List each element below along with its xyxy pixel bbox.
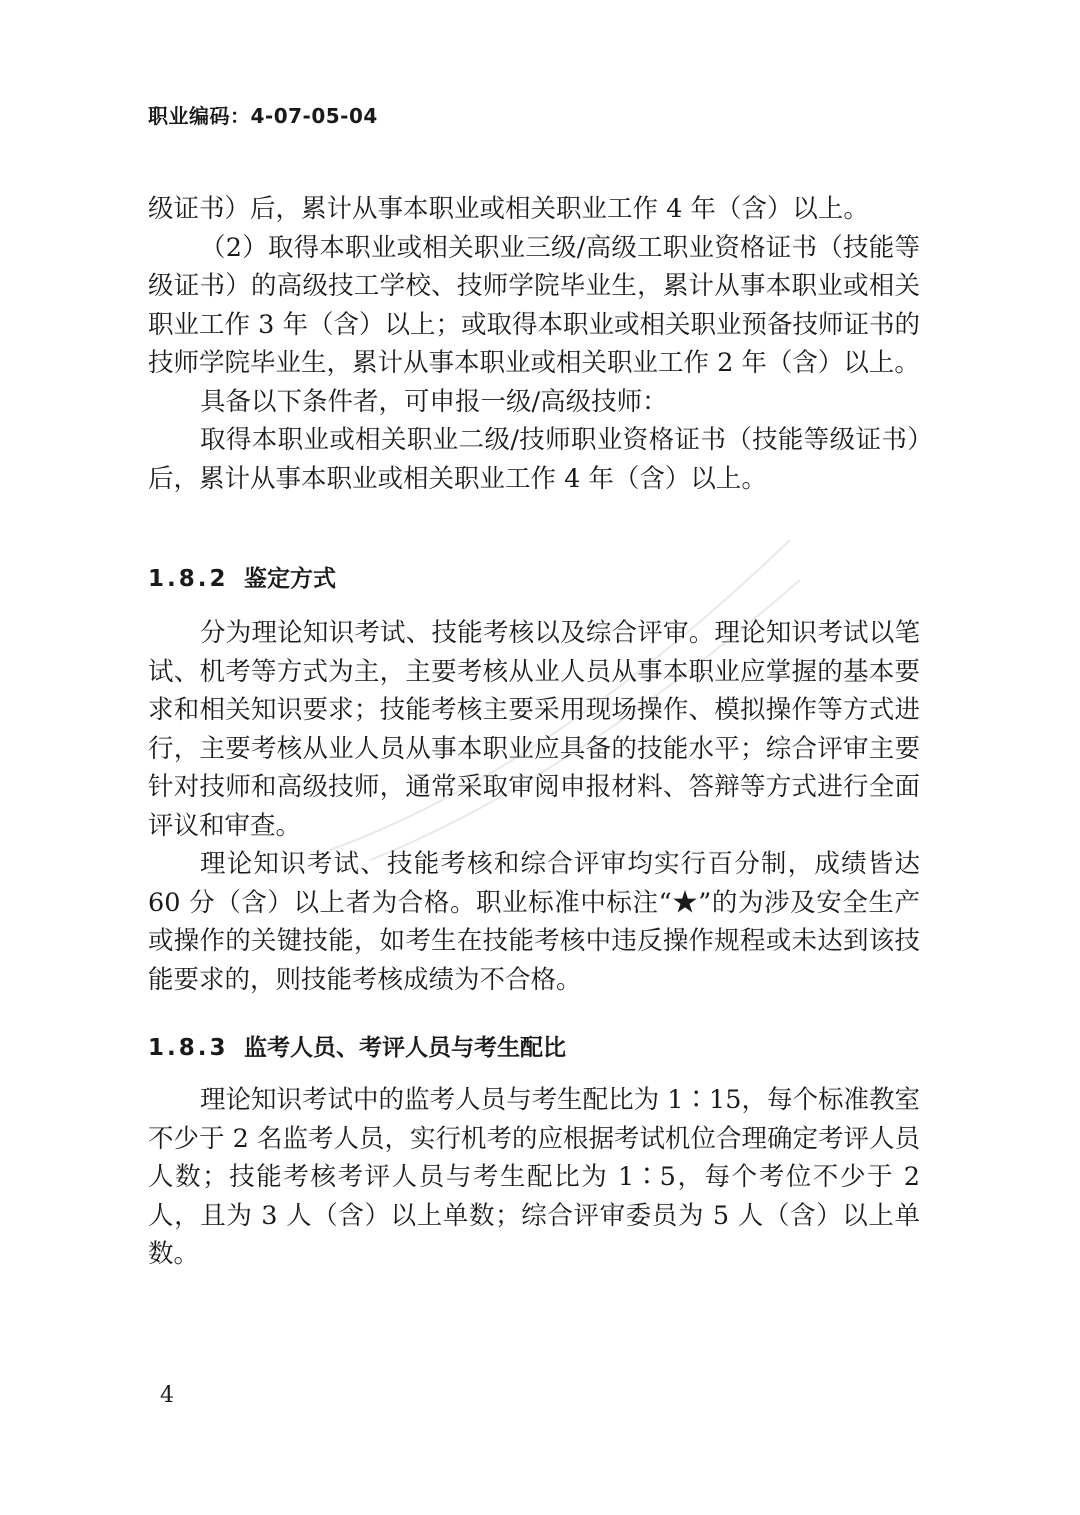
- section-title: 鉴定方式: [244, 566, 336, 592]
- paragraph: 具备以下条件者，可申报一级/高级技师：: [200, 386, 668, 417]
- paragraph: 理论知识考试中的监考人员与考生配比为 1∶15，每个标准教室不少于 2 名监考人员，实行机考的应根据考试机位合理确定考评人员人数；技能考核考评人员与考生配比为 1∶5，每个考位不少于 2 人，且为 3 人（含）以上单数；综合评审委员为 5 人（含）以上单数。: [148, 1085, 920, 1269]
- section-181-continued: [148, 190, 920, 498]
- paragraph: 级证书）后，累计从事本职业或相关职业工作 4 年（含）以上。: [148, 194, 869, 224]
- occupation-code-header: 职业编码：4-07-05-04: [148, 104, 378, 128]
- paragraph: 理论知识考试、技能考核和综合评审均实行百分制，成绩皆达 60 分（含）以上者为合格。职业标准中标注“★”的为涉及安全生产或操作的关键技能，如考生在技能考核中违反操作规程或未达到该技能要求的，则技能考核成绩为不合格。: [148, 849, 920, 995]
- section-heading-1-8-3: [148, 1033, 566, 1063]
- section-title: 监考人员、考评人员与考生配比: [244, 1035, 566, 1061]
- section-number: 1.8.3: [148, 1035, 229, 1061]
- section-183-body: [148, 1081, 920, 1274]
- page-number: 4: [160, 1383, 174, 1408]
- paragraph: （2）取得本职业或相关职业三级/高级工职业资格证书（技能等级证书）的高级技工学校、技师学院毕业生，累计从事本职业或相关职业工作 3 年（含）以上；或取得本职业或相关职业预备技师证书的技师学院毕业生，累计从事本职业或相关职业工作 2 年（含）以上。: [148, 232, 920, 378]
- section-182-body: [148, 614, 920, 999]
- section-heading-1-8-2: [148, 564, 336, 594]
- section-number: 1.8.2: [148, 566, 229, 592]
- paragraph: 取得本职业或相关职业二级/技师职业资格证书（技能等级证书）后，累计从事本职业或相关职业工作 4 年（含）以上。: [148, 425, 920, 494]
- paragraph: 分为理论知识考试、技能考核以及综合评审。理论知识考试以笔试、机考等方式为主，主要考核从业人员从事本职业应掌握的基本要求和相关知识要求；技能考核主要采用现场操作、模拟操作等方式进行，主要考核从业人员从事本职业应具备的技能水平；综合评审主要针对技师和高级技师，通常采取审阅申报材料、答辩等方式进行全面评议和审查。: [148, 618, 920, 841]
